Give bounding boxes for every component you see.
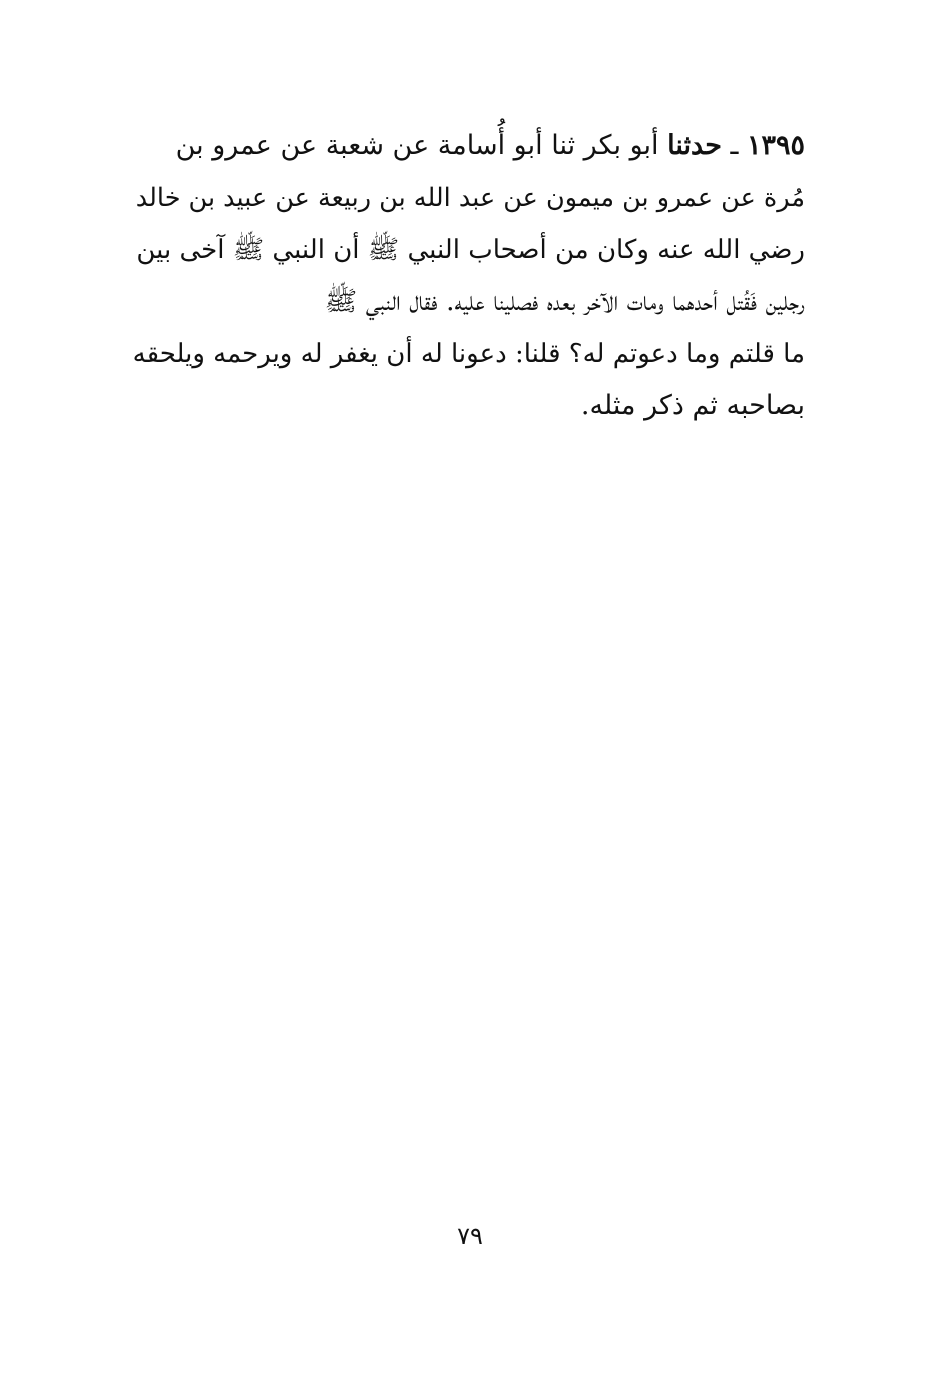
text-line-6: بصاحبه ثم ذكر مثله. bbox=[580, 390, 805, 421]
text-line-5: ما قلتم وما دعوتم له؟ قلنا: دعونا له أن يغفر له ويرحمه ويلحقه bbox=[132, 339, 805, 369]
hadith-number: ١٣٩٥ bbox=[746, 130, 805, 161]
text-line-1-rest: أبو بكر ثنا أبو أُسامة عن شعبة عن عمرو بن bbox=[175, 130, 668, 161]
text-line-1 bbox=[130, 120, 805, 172]
page-number: ٧٩ bbox=[457, 1222, 483, 1250]
hadith-separator: ـ bbox=[721, 130, 747, 161]
hadith-keyword: حدثنا bbox=[667, 130, 722, 161]
text-line-4: رجلين فَقُتل أحدهما ومات الآخر بعده فصلينا عليه. فقال النبي ﷺ bbox=[324, 286, 805, 317]
hadith-paragraph bbox=[130, 120, 805, 432]
text-line-2: مُرة عن عمرو بن ميمون عن عبد الله بن ربيعة عن عبيد بن خالد bbox=[135, 183, 805, 213]
text-line-3: رضي الله عنه وكان من أصحاب النبي ﷺ أن النبي ﷺ آخى بين bbox=[136, 235, 805, 265]
